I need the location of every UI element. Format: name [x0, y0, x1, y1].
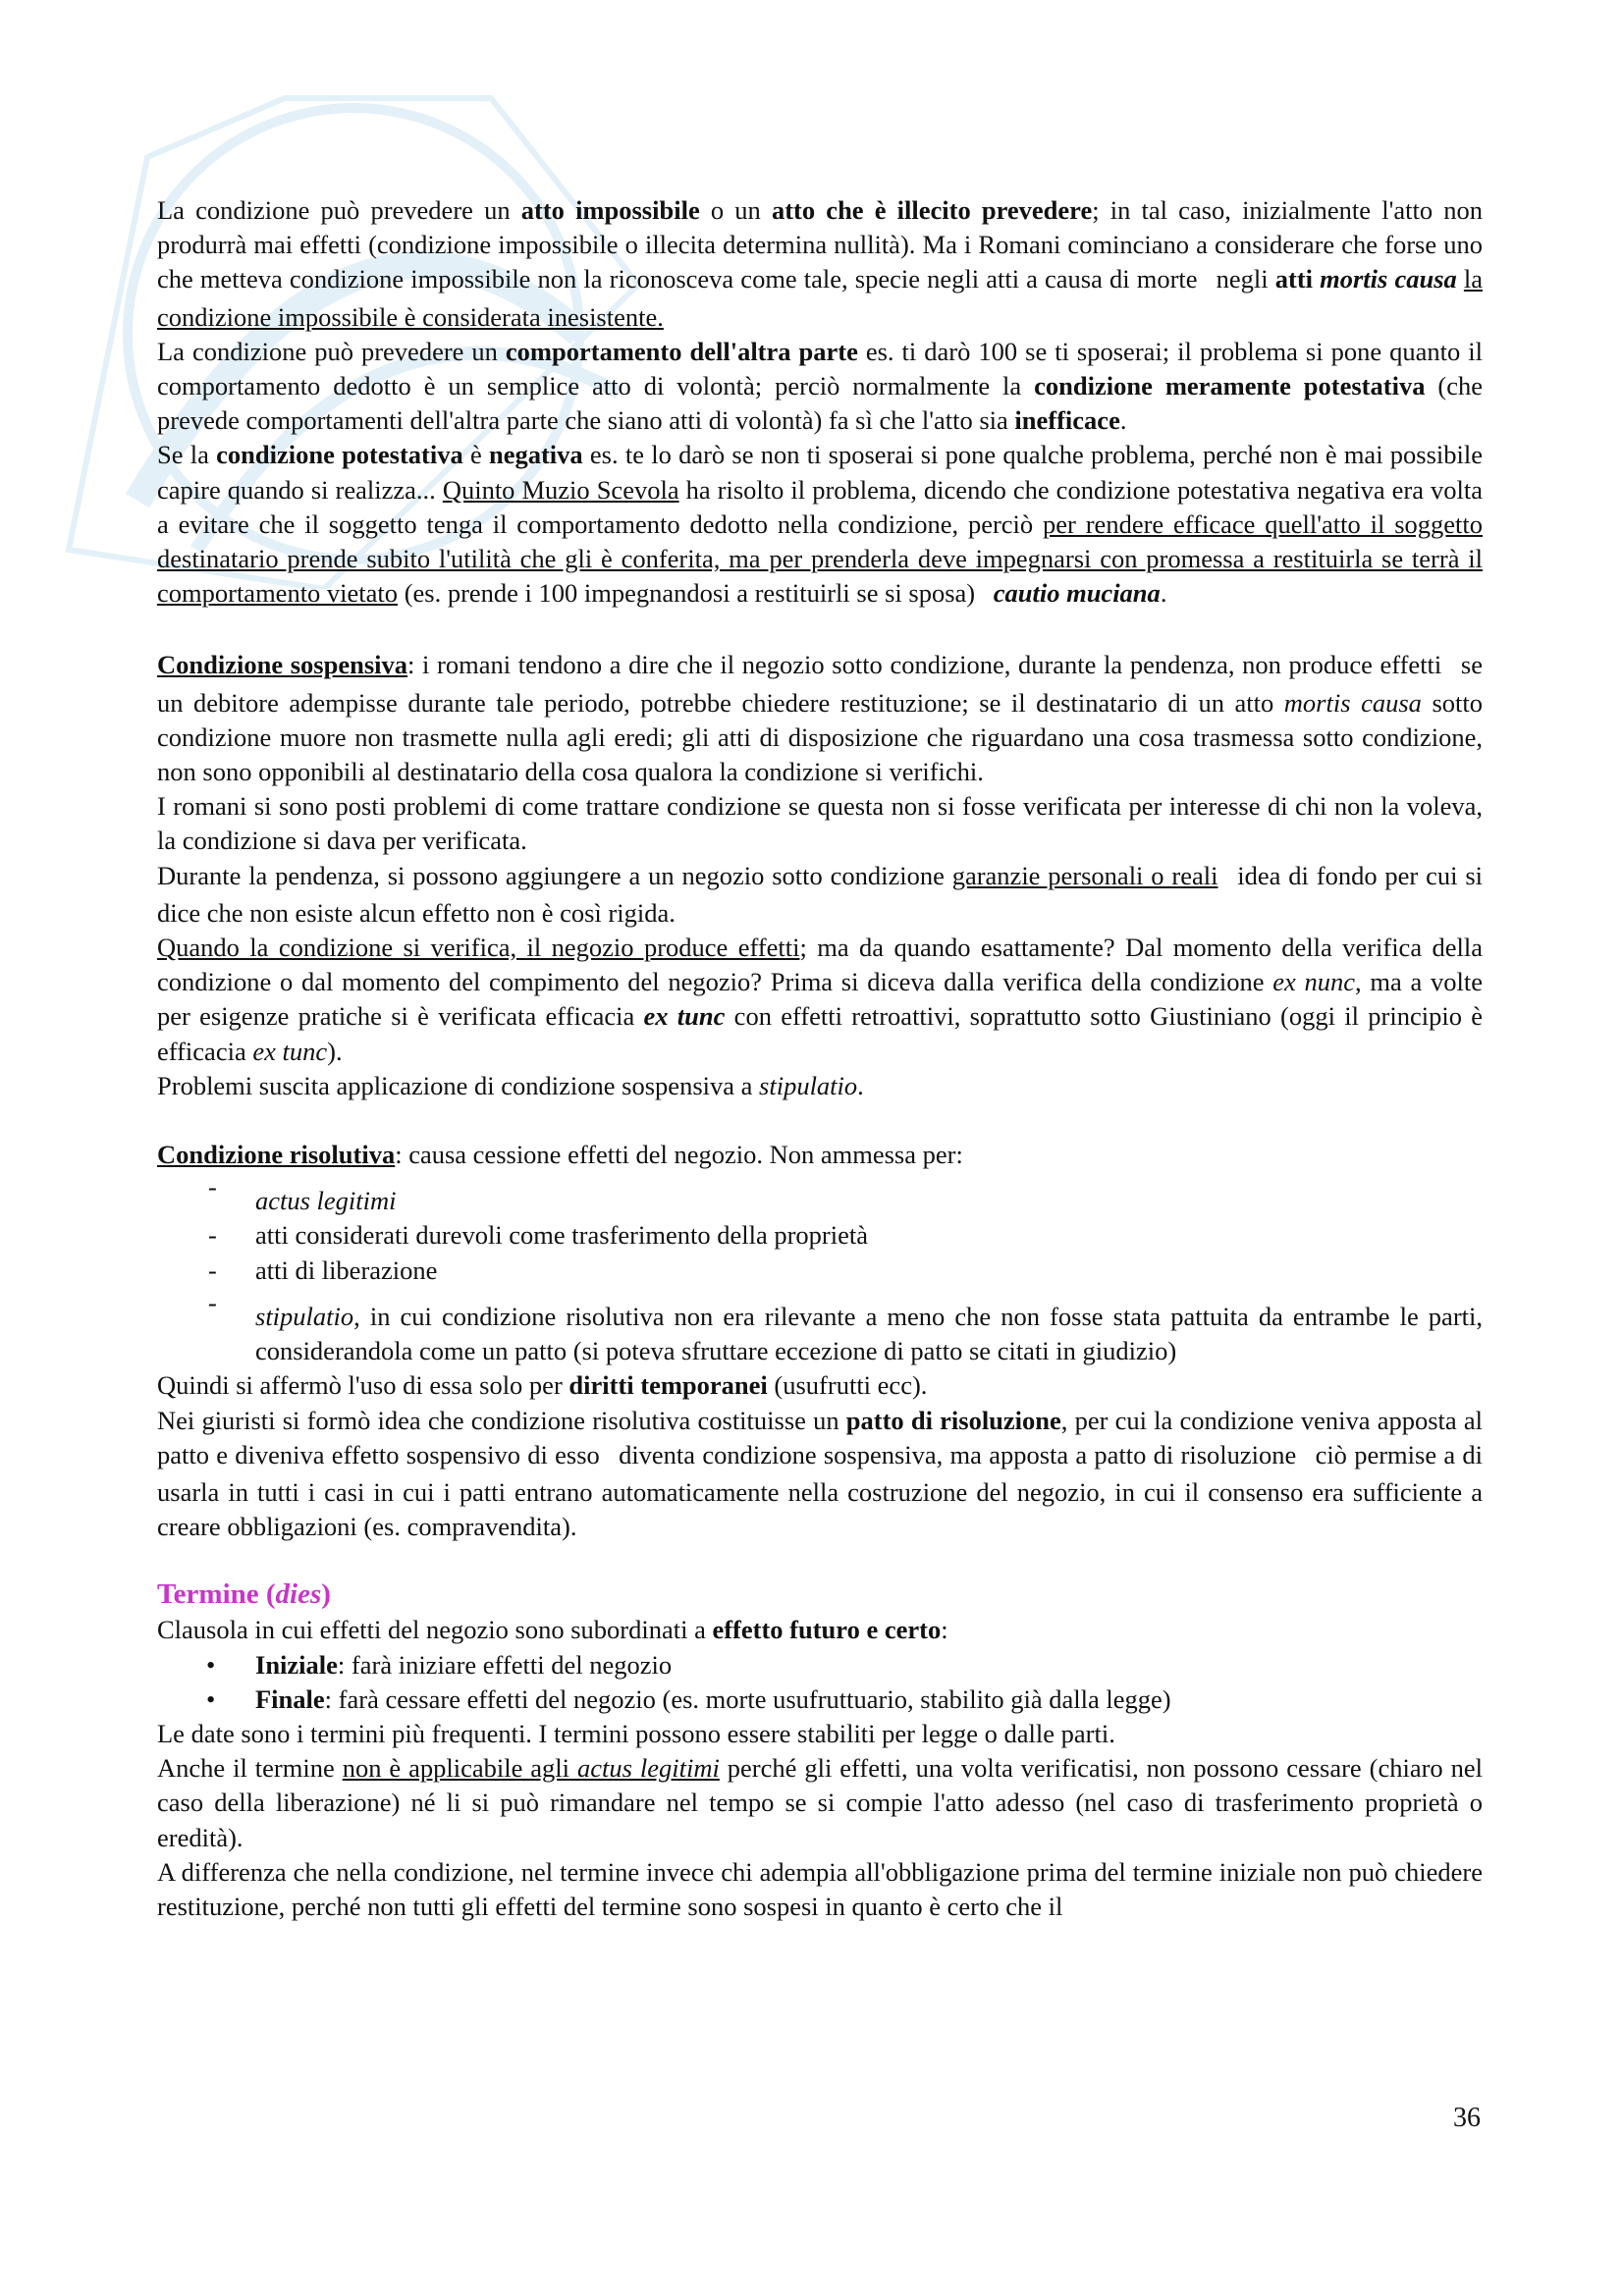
paragraph-differenza: A differenza che nella condizione, nel termine invece chi adempia all'obbligazione prima del termine iniziale non può chiedere restituzione, perché non tutti gli effetti del termine sono sospesi in quanto è certo che il: [157, 1856, 1483, 1921]
paragraph-interesse: I romani si sono posti problemi di come trattare condizione se questa non si fosse verificata per interesse di chi non la voleva, la condizione si dava per verificata.: [157, 791, 1483, 856]
section-heading-termine: Termine (dies): [157, 1578, 331, 1611]
paragraph-patto-risoluzione: Nei giuristi si formò idea che condizione risolutiva costituisse un patto di risoluzione, per cui la condizione veniva apposta al patto e diveniva effetto sospensivo di esso diventa condizione sospensiva, ma apposta a patto di risoluzione ciò permise a di usarla in tutti i casi in cui i patti entrano automaticamente nella costruzione del negozio, in cui il consenso era sufficiente a creare obbligazioni (es. compravendita).: [157, 1405, 1483, 1542]
list-item: - atti considerati durevoli come trasferimento della proprietà: [157, 1218, 1483, 1253]
paragraph-condizione-sospensiva: Condizione sospensiva: i romani tendono a dire che il negozio sotto condizione, durante la pendenza, non produce effetti se un debitore adempisse durante tale periodo, potrebbe chiedere restituzione; se il destinatario di un atto mortis causa sotto condizione muore non trasmette nulla agli eredi; gli atti di disposizione che riguardano una cosa trasmessa sotto condizione, non sono opponibili al destinatario della cosa qualora la condizione si verifichi.: [157, 650, 1483, 787]
paragraph-condizione-risolutiva: Condizione risolutiva: causa cessione effetti del negozio. Non ammessa per:: [157, 1140, 963, 1170]
paragraph-diritti-temporanei: Quindi si affermò l'uso di essa solo per diritti temporanei (usufrutti ecc).: [157, 1370, 928, 1401]
paragraph-verifica-condizione: Quando la condizione si verifica, il negozio produce effetti; ma da quando esattamente? Dal momento della verifica della condizione o dal momento del compimento del negozio? Prima si diceva dalla verifica della condizione ex nunc, ma a volte per esigenze pratiche si è verificata efficacia ex tunc con effetti retroattivi, soprattutto sotto Giustiniano (oggi il principio è efficacia ex tunc).: [157, 933, 1483, 1066]
list-item: - actus legitimi: [157, 1184, 1483, 1218]
list-item: - stipulatio, in cui condizione risolutiva non era rilevante a meno che non fosse stata pattuita da entrambe le parti, considerandola come un patto (si poteva sfruttare eccezione di patto se citati in giudizio): [157, 1300, 1483, 1368]
paragraph-pendenza: Durante la pendenza, si possono aggiungere a un negozio sotto condizione garanzie personali o reali idea di fondo per cui si dice che non esiste alcun effetto non è così rigida.: [157, 860, 1483, 928]
paragraph-date: Le date sono i termini più frequenti. I termini possono essere stabiliti per legge o dalle parti.: [157, 1718, 1115, 1748]
paragraph-stipulatio: Problemi suscita applicazione di condizione sospensiva a stipulatio.: [157, 1070, 864, 1100]
paragraph-clausola: Clausola in cui effetti del negozio sono subordinati a effetto futuro e certo:: [157, 1615, 948, 1645]
list-termini: [157, 1648, 1483, 1717]
list-item: • Finale: farà cessare effetti del negozio (es. morte usufruttuario, stabilito già dalla legge): [157, 1682, 1483, 1717]
paragraph-comportamento-altra-parte: La condizione può prevedere un comportamento dell'altra parte es. ti darò 100 se ti sposerai; il problema si pone quanto il comportamento dedotto è un semplice atto di volontà; perciò normalmente la condizione meramente potestativa (che prevede comportamenti dell'altra parte che siano atti di volontà) fa sì che l'atto sia inefficace.: [157, 336, 1484, 436]
paragraph-actus-legitimi: Anche il termine non è applicabile agli actus legitimi perché gli effetti, una volta verificatisi, non possono cessare (chiaro nel caso della liberazione) né li si può rimandare nel tempo se si compie l'atto adesso (nel caso di trasferimento proprietà o eredità).: [157, 1753, 1484, 1852]
page-content: [157, 193, 1483, 1924]
paragraph-condizione-potestativa-negativa: Se la condizione potestativa è negativa es. te lo darò se non ti sposerai si pone qualche problema, perché non è mai possibile capire quando si realizza... Quinto Muzio Scevola ha risolto il problema, dicendo che condizione potestativa negativa era volta a evitare che il soggetto tenga il comportamento dedotto nella condizione, perciò per rendere efficace quell'atto il soggetto destinatario prende subito l'utilità che gli è conferita, ma per prenderla deve impegnarsi con promessa a restituirla se terrà il comportamento vietato (es. prende i 100 impegnandosi a restituirli se si sposa) cautio muciana.: [157, 440, 1484, 609]
list-item: - atti di liberazione: [157, 1254, 1483, 1288]
list-item: • Iniziale: farà iniziare effetti del negozio: [157, 1648, 1483, 1682]
page-number: 36: [1453, 2103, 1481, 2133]
paragraph-condizione-impossibile: La condizione può prevedere un atto impossibile o un atto che è illecito prevedere; in tal caso, inizialmente l'atto non produrrà mai effetti (condizione impossibile o illecita determina nullità). Ma i Romani cominciano a considerare che forse uno che metteva condizione impossibile non la riconosceva come tale, specie negli atti a causa di morte negli atti mortis causa la condizione impossibile è considerata inesistente.: [157, 195, 1484, 332]
list-non-ammessa: [157, 1184, 1483, 1368]
